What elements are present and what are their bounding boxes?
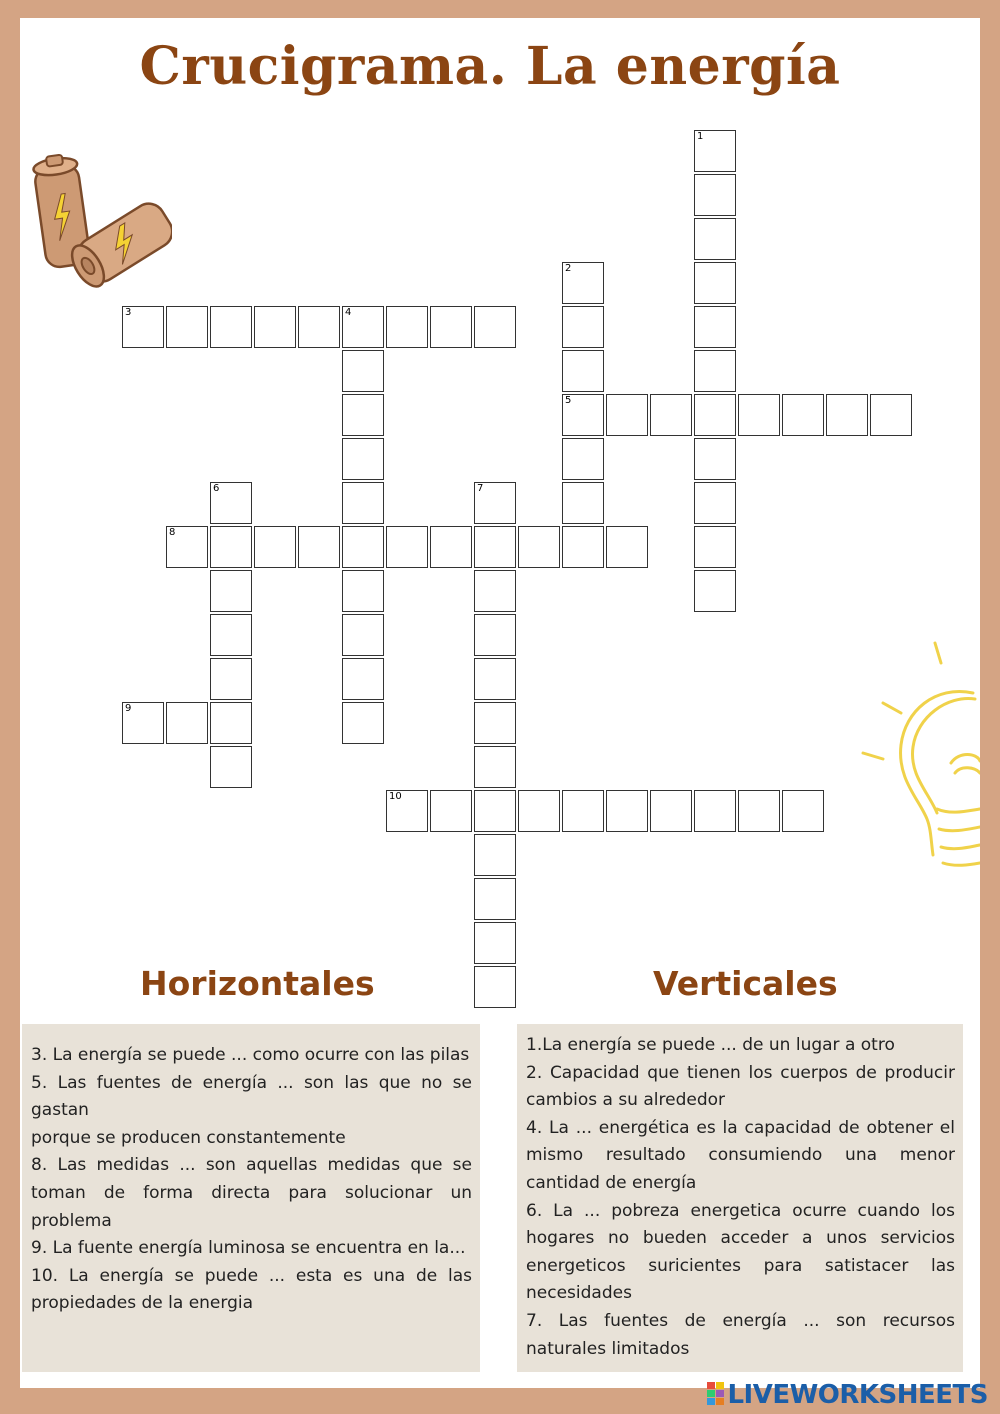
brand-text: LIVEWORKSHEETS	[727, 1380, 988, 1410]
crossword-cell[interactable]	[254, 526, 296, 568]
crossword-cell[interactable]	[562, 394, 604, 436]
crossword-cell[interactable]	[474, 614, 516, 656]
clue-2-down: 2. Capacidad que tienen los cuerpos de producir cambios a su alrededor	[526, 1062, 955, 1111]
crossword-cell[interactable]	[254, 306, 296, 348]
crossword-cell[interactable]	[342, 438, 384, 480]
crossword-cell[interactable]	[298, 526, 340, 568]
crossword-cell[interactable]	[210, 702, 252, 744]
crossword-cell[interactable]	[694, 350, 736, 392]
crossword-cell[interactable]	[386, 790, 428, 832]
clue-10-across: 10. La energía se puede ... esta es una de las propiedades de la energia	[31, 1265, 472, 1314]
cell-number: 6	[213, 483, 220, 494]
cell-number: 1	[697, 131, 704, 142]
crossword-cell[interactable]	[474, 570, 516, 612]
crossword-cell[interactable]	[606, 526, 648, 568]
crossword-cell[interactable]	[210, 570, 252, 612]
crossword-cell[interactable]	[562, 438, 604, 480]
crossword-cell[interactable]	[342, 658, 384, 700]
cell-number: 5	[565, 395, 572, 406]
crossword-cell[interactable]	[430, 526, 472, 568]
crossword-cell[interactable]	[474, 746, 516, 788]
cell-number: 9	[125, 703, 132, 714]
brand-logo	[707, 1380, 988, 1410]
crossword-cell[interactable]	[518, 526, 560, 568]
horizontal-heading: Horizontales	[140, 964, 375, 1003]
crossword-cell[interactable]	[738, 790, 780, 832]
crossword-cell[interactable]	[518, 790, 560, 832]
crossword-cell[interactable]	[342, 394, 384, 436]
crossword-cell[interactable]	[430, 306, 472, 348]
crossword-cell[interactable]	[694, 174, 736, 216]
crossword-cell[interactable]	[430, 790, 472, 832]
brand-logo-icon	[707, 1382, 725, 1406]
crossword-cell[interactable]	[474, 306, 516, 348]
crossword-cell[interactable]	[210, 614, 252, 656]
crossword-cell[interactable]	[342, 702, 384, 744]
crossword-cell[interactable]	[738, 394, 780, 436]
crossword-cell[interactable]	[342, 526, 384, 568]
crossword-cell[interactable]	[474, 878, 516, 920]
vertical-clues-box	[517, 1024, 963, 1372]
crossword-cell[interactable]	[342, 614, 384, 656]
crossword-cell[interactable]	[210, 306, 252, 348]
crossword-cell[interactable]	[694, 306, 736, 348]
crossword-cell[interactable]	[606, 790, 648, 832]
crossword-cell[interactable]	[650, 394, 692, 436]
crossword-cell[interactable]	[694, 438, 736, 480]
clue-3-across: 3. La energía se puede ... como ocurre con las pilas	[31, 1045, 470, 1065]
crossword-cell[interactable]	[122, 306, 164, 348]
crossword-cell[interactable]	[210, 526, 252, 568]
light-bulb-icon	[855, 633, 980, 883]
crossword-cell[interactable]	[474, 702, 516, 744]
crossword-cell[interactable]	[562, 306, 604, 348]
crossword-cell[interactable]	[474, 658, 516, 700]
crossword-cell[interactable]	[694, 218, 736, 260]
worksheet-page	[20, 18, 980, 1388]
crossword-cell[interactable]	[562, 350, 604, 392]
crossword-cell[interactable]	[870, 394, 912, 436]
crossword-cell[interactable]	[474, 526, 516, 568]
crossword-cell[interactable]	[210, 746, 252, 788]
crossword-cell[interactable]	[826, 394, 868, 436]
clue-7-down: 7. Las fuentes de energía ... son recursos naturales limitados	[526, 1310, 955, 1359]
crossword-cell[interactable]	[166, 306, 208, 348]
crossword-cell[interactable]	[210, 658, 252, 700]
crossword-cell[interactable]	[694, 482, 736, 524]
crossword-cell[interactable]	[694, 790, 736, 832]
crossword-cell[interactable]	[342, 306, 384, 348]
crossword-cell[interactable]	[694, 394, 736, 436]
clue-1-down: 1.La energía se puede ... de un lugar a otro	[526, 1035, 895, 1055]
crossword-cell[interactable]	[474, 790, 516, 832]
crossword-cell[interactable]	[166, 526, 208, 568]
crossword-cell[interactable]	[474, 482, 516, 524]
clue-5-across: 5. Las fuentes de energía ... son las que no se gastan	[31, 1072, 472, 1121]
crossword-cell[interactable]	[562, 790, 604, 832]
crossword-cell[interactable]	[694, 526, 736, 568]
cell-number: 2	[565, 263, 572, 274]
crossword-cell[interactable]	[782, 394, 824, 436]
crossword-cell[interactable]	[210, 482, 252, 524]
cell-number: 10	[389, 791, 402, 802]
clue-9-across: 9. La fuente energía luminosa se encuentra en la...	[31, 1238, 466, 1259]
cell-number: 3	[125, 307, 132, 318]
cell-number: 7	[477, 483, 484, 494]
crossword-cell[interactable]	[474, 834, 516, 876]
crossword-cell[interactable]	[342, 350, 384, 392]
cell-number: 4	[345, 307, 352, 318]
clue-6-down: 6. La ... pobreza energetica ocurre cuando los hogares no bueden acceder a unos servicios energeticos suricientes para satistacer las necesidades	[526, 1200, 955, 1304]
horizontal-clues-box	[22, 1024, 480, 1372]
crossword-cell[interactable]	[474, 922, 516, 964]
crossword-cell[interactable]	[606, 394, 648, 436]
crossword-cell[interactable]	[562, 482, 604, 524]
crossword-cell[interactable]	[166, 702, 208, 744]
battery-icon	[32, 148, 172, 303]
crossword-cell[interactable]	[694, 570, 736, 612]
crossword-cell[interactable]	[562, 526, 604, 568]
crossword-cell[interactable]	[650, 790, 692, 832]
page-title: Crucigrama. La energía	[139, 36, 841, 97]
clue-8-across: 8. Las medidas ... son aquellas medidas que se toman de forma directa para solucionar un problema	[31, 1155, 472, 1231]
crossword-cell[interactable]	[342, 570, 384, 612]
crossword-cell[interactable]	[694, 262, 736, 304]
crossword-cell[interactable]	[122, 702, 164, 744]
crossword-cell[interactable]	[474, 966, 516, 1008]
crossword-cell[interactable]	[782, 790, 824, 832]
crossword-cell[interactable]	[386, 306, 428, 348]
crossword-cell[interactable]	[694, 130, 736, 172]
cell-number: 8	[169, 527, 176, 538]
crossword-cell[interactable]	[298, 306, 340, 348]
crossword-cell[interactable]	[386, 526, 428, 568]
crossword-cell[interactable]	[562, 262, 604, 304]
crossword-cell[interactable]	[342, 482, 384, 524]
clue-4-down: 4. La ... energética es la capacidad de obtener el mismo resultado consumiendo una menor cantidad de energía	[526, 1117, 955, 1193]
clue-5-across-cont: porque se producen constantemente	[31, 1127, 346, 1148]
vertical-heading: Verticales	[653, 964, 838, 1003]
